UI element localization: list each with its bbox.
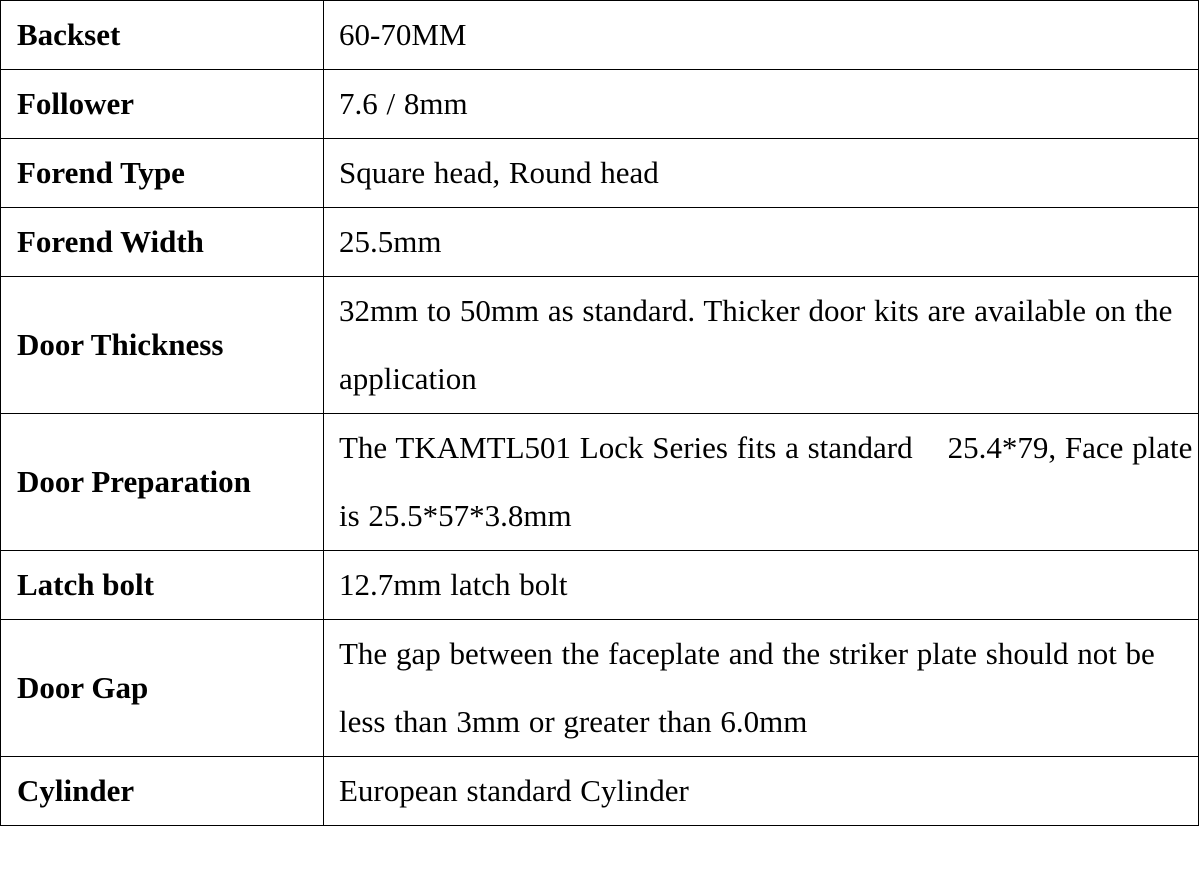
- row-label: Cylinder: [1, 757, 324, 826]
- table-row-forend-width: [1, 208, 1199, 277]
- row-label: Backset: [1, 1, 324, 70]
- table-row-follower: [1, 70, 1199, 139]
- row-label: Forend Width: [1, 208, 324, 277]
- row-value: European standard Cylinder: [324, 757, 1199, 826]
- table-row-forend-type: [1, 139, 1199, 208]
- row-value: 60-70MM: [324, 1, 1199, 70]
- row-label: Door Gap: [1, 620, 324, 757]
- row-value: 25.5mm: [324, 208, 1199, 277]
- table-row-cylinder: [1, 757, 1199, 826]
- table-row-door-preparation: [1, 414, 1199, 551]
- table-row-backset: [1, 1, 1199, 70]
- row-label: Latch bolt: [1, 551, 324, 620]
- row-value: 12.7mm latch bolt: [324, 551, 1199, 620]
- row-value: The TKAMTL501 Lock Series fits a standard 25.4*79, Face plate is 25.5*57*3.8mm: [324, 414, 1199, 551]
- row-label: Door Preparation: [1, 414, 324, 551]
- row-value: 7.6 / 8mm: [324, 70, 1199, 139]
- row-label: Door Thickness: [1, 277, 324, 414]
- row-label: Forend Type: [1, 139, 324, 208]
- row-value: Square head, Round head: [324, 139, 1199, 208]
- table-row-latch-bolt: [1, 551, 1199, 620]
- table-row-door-thickness: [1, 277, 1199, 414]
- row-label: Follower: [1, 70, 324, 139]
- row-value: The gap between the faceplate and the striker plate should not be less than 3mm or greater than 6.0mm: [324, 620, 1199, 757]
- row-value: 32mm to 50mm as standard. Thicker door kits are available on the application: [324, 277, 1199, 414]
- table-row-door-gap: [1, 620, 1199, 757]
